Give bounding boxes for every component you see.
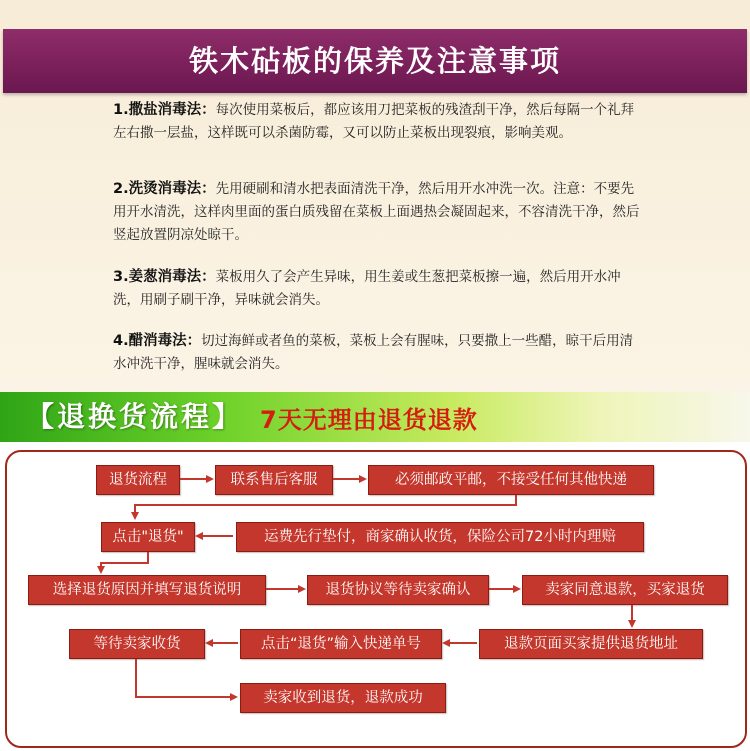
flow-step-post-only: 必须邮政平邮，不接受任何其他快递 [368,465,654,495]
tip-label: 2.洗烫消毒法： [113,181,216,197]
flow-step-enter-tracking: 点击“退货”输入快递单号 [240,629,442,659]
flow-step-refund-success: 卖家收到退货，退款成功 [240,683,446,713]
return-slogan: 7天无理由退货退款 [260,406,478,434]
flow-step-start: 退货流程 [96,465,180,495]
tip-label: 1.撒盐消毒法： [113,102,216,118]
flow-step-contact-service: 联系售后客服 [215,465,333,495]
flow-step-seller-agree: 卖家同意退款，买家退货 [522,575,728,605]
tip-text: 菜板用久了会产生异味，用生姜或生葱把菜板擦一遍，然后用开水冲洗，用刷子刷干净，异味就会消失。 [113,269,621,308]
care-title-bar [3,29,747,93]
flow-step-await-seller-confirm: 退货协议等待卖家确认 [307,575,489,605]
return-banner [0,392,750,442]
care-tip-vinegar [113,330,643,376]
care-title: 铁木砧板的保养及注意事项 [188,44,561,78]
tip-label: 4.醋消毒法： [113,333,202,349]
care-tip-ginger [113,266,643,312]
flow-step-return-address: 退款页面买家提供退货地址 [479,629,703,659]
return-title: 【退换货流程】 [26,400,244,433]
flow-step-choose-reason: 选择退货原因并填写退货说明 [28,575,266,605]
flow-step-await-receipt: 等待卖家收货 [69,629,205,659]
flow-step-click-return: 点击"退货" [101,522,195,552]
tip-text: 每次使用菜板后，都应该用刀把菜板的残渣刮干净，然后每隔一个礼拜左右撒一层盐，这样既可以杀菌防霉，又可以防止菜板出现裂痕，影响美观。 [113,102,635,141]
tip-text: 先用硬刷和清水把表面清洗干净，然后用开水冲洗一次。注意：不要先用开水清洗，这样肉里面的蛋白质残留在菜板上面遇热会凝固起来，不容清洗干净，然后竖起放置阴凉处晾干。 [113,181,640,243]
care-tip-salt [113,99,643,145]
tip-label: 3.姜葱消毒法： [113,269,216,285]
care-tip-scald [113,178,643,247]
flow-step-insurance: 运费先行垫付，商家确认收货，保险公司72小时内理赔 [236,522,644,552]
tip-text: 切过海鲜或者鱼的菜板，菜板上会有腥味，只要撒上一些醋，晾干后用清水冲洗干净，腥味就会消失。 [113,333,634,372]
